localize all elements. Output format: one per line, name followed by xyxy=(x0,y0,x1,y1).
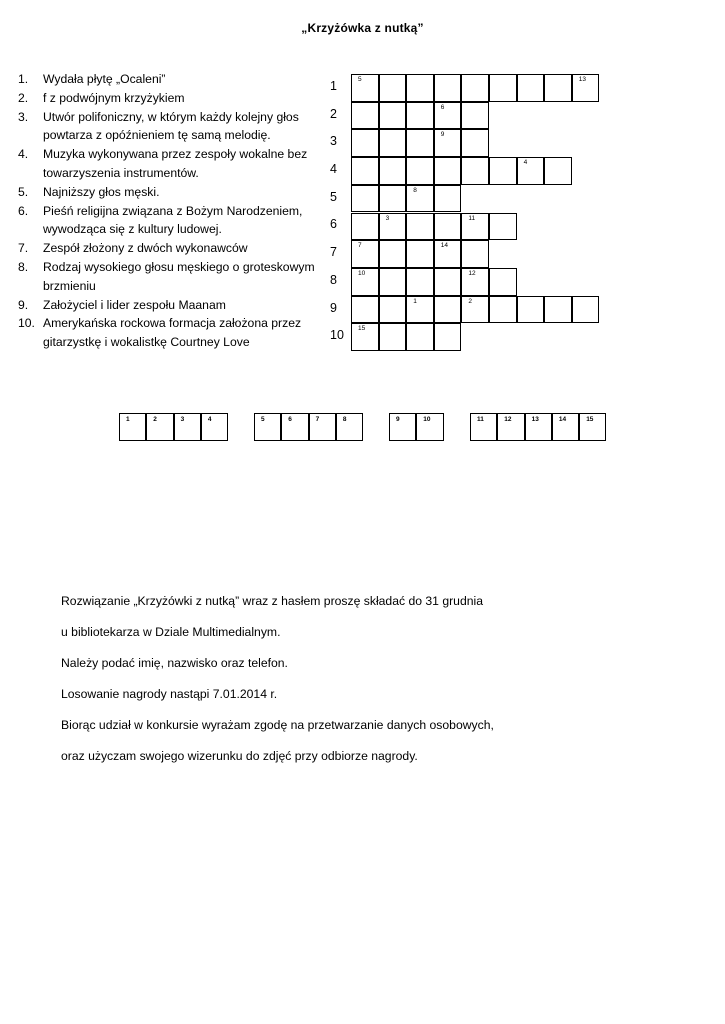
clue-item xyxy=(18,145,318,183)
page-title: „Krzyżówka z nutką” xyxy=(301,21,424,35)
password-cell[interactable] xyxy=(254,413,281,441)
clue-number: 1. xyxy=(18,72,29,86)
instructions xyxy=(61,593,494,779)
crossword-cell[interactable] xyxy=(434,268,462,296)
crossword-cell[interactable] xyxy=(351,213,379,241)
crossword-cell[interactable] xyxy=(351,74,379,102)
clue-number: 6. xyxy=(18,203,29,218)
password-cell[interactable] xyxy=(470,413,497,441)
crossword-cell[interactable] xyxy=(351,129,379,157)
crossword-cell[interactable] xyxy=(489,157,517,185)
password-cell[interactable] xyxy=(579,413,606,441)
clue-text: Utwór polifoniczny, w którym każdy kolejny głos powtarza z opóźnieniem tę samą melodię. xyxy=(43,109,299,143)
crossword-cell[interactable] xyxy=(517,296,545,324)
clue-item xyxy=(18,314,318,352)
crossword-cell[interactable] xyxy=(434,74,462,102)
crossword-cell[interactable] xyxy=(379,268,407,296)
password-cell[interactable] xyxy=(119,413,146,441)
instruction-line: Rozwiązanie „Krzyżówki z nutką” wraz z hasłem proszę składać do 31 grudnia xyxy=(61,594,484,608)
cell-number: 15 xyxy=(358,325,366,333)
clue-text: Najniższy głos męski. xyxy=(43,184,160,199)
crossword-cell[interactable] xyxy=(379,185,407,213)
clue-number: 3. xyxy=(18,109,29,124)
clue-number: 7. xyxy=(18,241,29,256)
cell-number: 2 xyxy=(468,297,473,305)
clue-number: 10. xyxy=(18,316,35,331)
clue-item xyxy=(18,89,318,108)
crossword-cell[interactable] xyxy=(379,157,407,185)
crossword-cell[interactable] xyxy=(461,240,489,268)
crossword-cell[interactable] xyxy=(406,129,434,157)
row-number-label: 4 xyxy=(330,162,337,177)
crossword-cell[interactable] xyxy=(406,268,434,296)
row-number-label: 6 xyxy=(330,217,337,232)
crossword-cell[interactable] xyxy=(434,157,462,185)
crossword-cell[interactable] xyxy=(434,213,462,241)
crossword-cell[interactable] xyxy=(406,296,434,324)
password-cell[interactable] xyxy=(552,413,579,441)
crossword-cell[interactable] xyxy=(489,296,517,324)
crossword-cell[interactable] xyxy=(406,323,434,351)
crossword-cell[interactable] xyxy=(351,240,379,268)
crossword-cell[interactable] xyxy=(406,185,434,213)
crossword-cell[interactable] xyxy=(517,157,545,185)
clue-number: 8. xyxy=(18,259,29,274)
row-number-label: 5 xyxy=(330,189,337,204)
password-cell[interactable] xyxy=(309,413,336,441)
crossword-cell[interactable] xyxy=(461,268,489,296)
clue-number: 9. xyxy=(18,297,29,312)
instruction-line: oraz użyczam swojego wizerunku do zdjęć przy odbiorze nagrody. xyxy=(61,749,418,763)
clue-text: Założyciel i lider zespołu Maanam xyxy=(43,297,226,312)
clue-item xyxy=(18,296,318,315)
crossword-cell[interactable] xyxy=(517,74,545,102)
password-cell[interactable] xyxy=(497,413,524,441)
clue-text: Zespół złożony z dwóch wykonawców xyxy=(43,241,248,256)
clue-number: 2. xyxy=(18,90,29,105)
password-cell-number: 5 xyxy=(261,416,265,423)
crossword-cell[interactable] xyxy=(461,74,489,102)
crossword-cell[interactable] xyxy=(406,74,434,102)
clue-text: Amerykańska rockowa formacja założona przez gitarzystkę i wokalistkę Courtney Love xyxy=(43,316,302,350)
row-number-label: 9 xyxy=(330,300,337,315)
clue-text: Wydała płytę „Ocaleni” xyxy=(43,72,166,86)
password-cell-number: 1 xyxy=(126,416,130,423)
crossword-cell[interactable] xyxy=(489,74,517,102)
crossword-cell[interactable] xyxy=(434,185,462,213)
crossword-cell[interactable] xyxy=(434,102,462,130)
cell-number: 9 xyxy=(440,131,445,139)
instruction-line: Należy podać imię, nazwisko oraz telefon. xyxy=(61,656,288,670)
clue-item xyxy=(18,183,318,202)
crossword-cell[interactable] xyxy=(461,213,489,241)
cell-number: 7 xyxy=(358,242,362,250)
password-cell-number: 7 xyxy=(315,416,320,423)
crossword-cell[interactable] xyxy=(461,157,489,185)
password-cell[interactable] xyxy=(201,413,228,441)
crossword-cell[interactable] xyxy=(379,240,407,268)
password-cell[interactable] xyxy=(389,413,416,441)
cell-number: 8 xyxy=(413,186,417,194)
crossword-cell[interactable] xyxy=(351,268,379,296)
crossword-cell[interactable] xyxy=(379,74,407,102)
crossword-cell[interactable] xyxy=(379,296,407,324)
crossword-cell[interactable] xyxy=(489,213,517,241)
crossword-cell[interactable] xyxy=(351,157,379,185)
crossword-cell[interactable] xyxy=(379,323,407,351)
cell-number: 3 xyxy=(385,214,390,222)
password-cell[interactable] xyxy=(416,413,443,441)
crossword-cell[interactable] xyxy=(544,296,572,324)
crossword-cell[interactable] xyxy=(489,268,517,296)
password-cell[interactable] xyxy=(525,413,552,441)
password-cell-number: 8 xyxy=(342,416,347,423)
password-cell-number: 13 xyxy=(531,416,539,423)
password-cell-number: 4 xyxy=(207,416,212,423)
crossword-cell[interactable] xyxy=(434,129,462,157)
clue-item xyxy=(18,70,318,89)
crossword-cell[interactable] xyxy=(461,102,489,130)
row-number-label: 3 xyxy=(330,134,337,149)
password-cell-number: 11 xyxy=(477,416,484,423)
crossword-cell[interactable] xyxy=(351,185,379,213)
password-cell-number: 3 xyxy=(180,416,185,423)
clue-number: 5. xyxy=(18,184,29,199)
crossword-cell[interactable] xyxy=(406,213,434,241)
password-cell-number: 14 xyxy=(558,416,567,423)
cell-number: 13 xyxy=(578,76,587,83)
crossword-cell[interactable] xyxy=(406,157,434,185)
cell-number: 5 xyxy=(358,76,362,83)
cell-number: 12 xyxy=(468,269,476,277)
crossword-cell[interactable] xyxy=(461,129,489,157)
password-cell[interactable] xyxy=(281,413,308,441)
cell-number: 10 xyxy=(358,269,366,277)
crossword-cell[interactable] xyxy=(461,296,489,324)
row-number-label: 7 xyxy=(330,245,337,260)
cell-number: 1 xyxy=(413,297,417,305)
crossword-cell[interactable] xyxy=(351,102,379,130)
crossword-cell[interactable] xyxy=(572,296,600,324)
crossword-row-labels xyxy=(330,73,344,350)
cell-number: 14 xyxy=(440,242,449,250)
cell-number: 6 xyxy=(440,103,445,111)
clue-item xyxy=(18,258,318,296)
password-cell-number: 12 xyxy=(504,416,512,423)
crossword-cell[interactable] xyxy=(434,323,462,351)
clue-text: Pieśń religijna związana z Bożym Narodzeniem, wywodząca się z kultury ludowej. xyxy=(43,203,303,237)
crossword-cell[interactable] xyxy=(406,102,434,130)
password-cell[interactable] xyxy=(146,413,173,441)
row-number-label: 10 xyxy=(330,328,344,343)
crossword-cell[interactable] xyxy=(544,74,572,102)
password-cell[interactable] xyxy=(174,413,201,441)
clue-text: f z podwójnym krzyżykiem xyxy=(43,90,185,105)
clue-item xyxy=(18,202,318,240)
row-number-label: 1 xyxy=(330,79,337,93)
password-cell-number: 15 xyxy=(586,416,594,423)
crossword-cell[interactable] xyxy=(351,323,379,351)
clue-list xyxy=(18,70,318,352)
row-number-label: 8 xyxy=(330,272,337,287)
password-cell-number: 9 xyxy=(396,416,400,423)
crossword-cell[interactable] xyxy=(544,157,572,185)
cell-number: 4 xyxy=(523,159,528,167)
password-cell[interactable] xyxy=(336,413,363,441)
clue-number: 4. xyxy=(18,147,29,162)
clue-text: Rodzaj wysokiego głosu męskiego o groteskowym brzmieniu xyxy=(43,259,315,293)
password-cell-number: 2 xyxy=(153,416,157,423)
password-cell-number: 6 xyxy=(288,416,292,423)
clue-item xyxy=(18,239,318,258)
instruction-line: u bibliotekarza w Dziale Multimedialnym. xyxy=(61,625,281,639)
clue-item xyxy=(18,108,318,146)
clue-text: Muzyka wykonywana przez zespoły wokalne bez towarzyszenia instrumentów. xyxy=(43,147,308,180)
crossword-cell[interactable] xyxy=(351,296,379,324)
crossword-cell[interactable] xyxy=(434,240,462,268)
crossword-cell[interactable] xyxy=(406,240,434,268)
crossword-cell[interactable] xyxy=(379,213,407,241)
crossword-cell[interactable] xyxy=(379,102,407,130)
crossword-cell[interactable] xyxy=(572,74,600,102)
crossword-cell[interactable] xyxy=(434,296,462,324)
cell-number: 11 xyxy=(468,214,476,222)
row-number-label: 2 xyxy=(330,106,337,121)
crossword-cell[interactable] xyxy=(379,129,407,157)
password-cell-number: 10 xyxy=(423,416,431,423)
instruction-line: Losowanie nagrody nastąpi 7.01.2014 r. xyxy=(61,687,278,701)
instruction-line: Biorąc udział w konkursie wyrażam zgodę na przetwarzanie danych osobowych, xyxy=(61,718,494,732)
